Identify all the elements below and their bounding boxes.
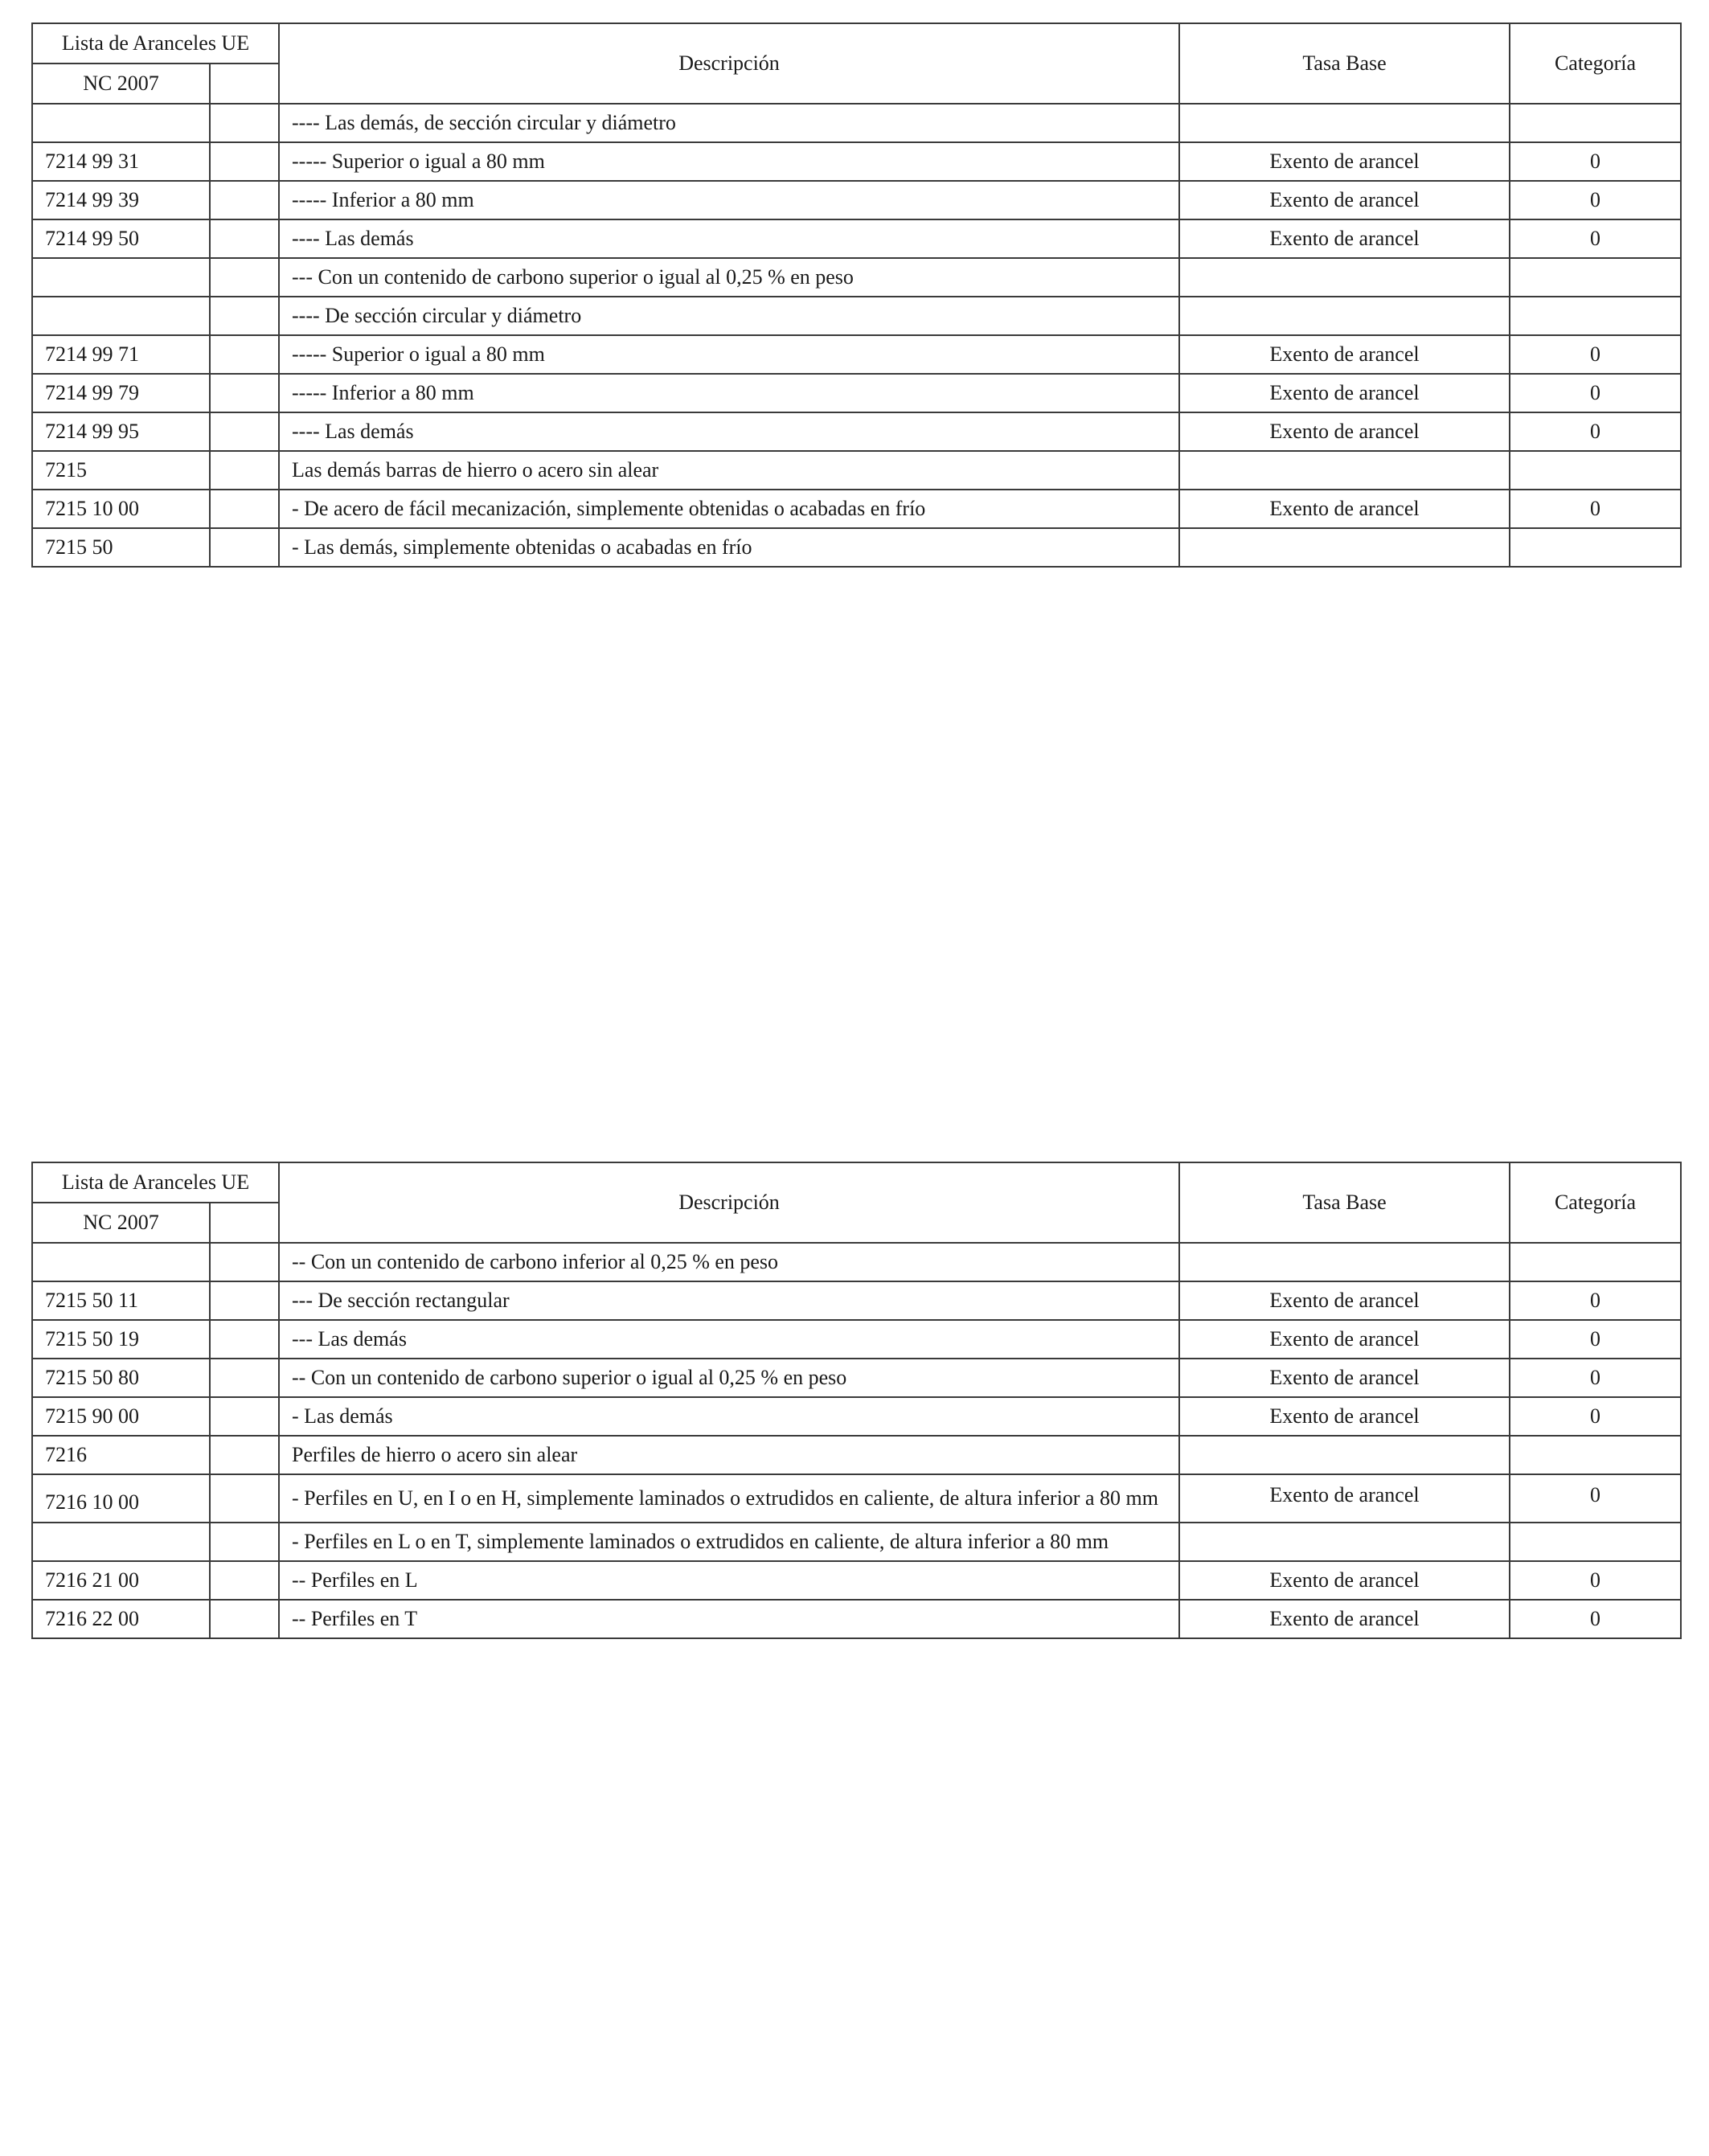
header-descripcion: Descripción: [279, 23, 1179, 104]
rate-cell: [1179, 258, 1510, 297]
table-row: [32, 451, 1681, 490]
code-cell: 7216 21 00: [32, 1561, 210, 1600]
code-cell: 7214 99 95: [32, 412, 210, 451]
table-row: [32, 1600, 1681, 1638]
description-cell: Las demás barras de hierro o acero sin alear: [279, 451, 1179, 490]
table-row: [32, 1320, 1681, 1359]
rate-cell: Exento de arancel: [1179, 1359, 1510, 1397]
table-row: [32, 142, 1681, 181]
empty-cell: [210, 1523, 279, 1561]
header-empty-cell: [210, 1203, 279, 1243]
category-cell: [1510, 297, 1681, 335]
code-cell: [32, 104, 210, 142]
code-cell: 7215 50 11: [32, 1281, 210, 1320]
empty-cell: [210, 1243, 279, 1281]
category-cell: 0: [1510, 181, 1681, 219]
header-tasa-base: Tasa Base: [1179, 1162, 1510, 1243]
empty-cell: [210, 181, 279, 219]
empty-cell: [210, 297, 279, 335]
rate-cell: Exento de arancel: [1179, 335, 1510, 374]
category-cell: [1510, 258, 1681, 297]
code-cell: 7214 99 79: [32, 374, 210, 412]
rate-cell: Exento de arancel: [1179, 1281, 1510, 1320]
code-cell: 7214 99 50: [32, 219, 210, 258]
category-cell: [1510, 451, 1681, 490]
empty-cell: [210, 451, 279, 490]
category-cell: [1510, 104, 1681, 142]
rate-cell: Exento de arancel: [1179, 181, 1510, 219]
code-cell: 7216 22 00: [32, 1600, 210, 1638]
table-row: [32, 1243, 1681, 1281]
empty-cell: [210, 1359, 279, 1397]
code-cell: 7214 99 31: [32, 142, 210, 181]
empty-cell: [210, 1561, 279, 1600]
description-cell: --- De sección rectangular: [279, 1281, 1179, 1320]
category-cell: 0: [1510, 490, 1681, 528]
code-cell: [32, 297, 210, 335]
header-nc-2007: NC 2007: [32, 64, 210, 104]
code-cell: 7215 50 80: [32, 1359, 210, 1397]
rate-cell: Exento de arancel: [1179, 1474, 1510, 1523]
category-cell: 0: [1510, 1359, 1681, 1397]
description-cell: ----- Superior o igual a 80 mm: [279, 142, 1179, 181]
description-cell: ----- Inferior a 80 mm: [279, 181, 1179, 219]
empty-cell: [210, 412, 279, 451]
rate-cell: Exento de arancel: [1179, 1320, 1510, 1359]
table-row: [32, 335, 1681, 374]
table-row: [32, 1561, 1681, 1600]
table-row: [32, 1523, 1681, 1561]
tariff-table-1: [31, 23, 1682, 568]
code-cell: [32, 1243, 210, 1281]
table-row: [32, 1474, 1681, 1523]
description-cell: ----- Superior o igual a 80 mm: [279, 335, 1179, 374]
empty-cell: [210, 219, 279, 258]
rate-cell: Exento de arancel: [1179, 1397, 1510, 1436]
category-cell: [1510, 1436, 1681, 1474]
code-cell: 7215 10 00: [32, 490, 210, 528]
code-cell: 7215 90 00: [32, 1397, 210, 1436]
category-cell: [1510, 1523, 1681, 1561]
category-cell: 0: [1510, 1281, 1681, 1320]
category-cell: [1510, 528, 1681, 567]
empty-cell: [210, 1474, 279, 1523]
description-cell: - Perfiles en L o en T, simplemente laminados o extrudidos en caliente, de altura inferior a 80 mm: [279, 1523, 1179, 1561]
empty-cell: [210, 335, 279, 374]
table-row: [32, 528, 1681, 567]
rate-cell: Exento de arancel: [1179, 142, 1510, 181]
description-cell: ---- Las demás, de sección circular y diámetro: [279, 104, 1179, 142]
category-cell: 0: [1510, 1474, 1681, 1523]
rate-cell: [1179, 1523, 1510, 1561]
table-row: [32, 412, 1681, 451]
empty-cell: [210, 142, 279, 181]
description-cell: ---- De sección circular y diámetro: [279, 297, 1179, 335]
category-cell: 0: [1510, 1320, 1681, 1359]
header-categoria: Categoría: [1510, 23, 1681, 104]
table-row: [32, 1359, 1681, 1397]
description-cell: -- Perfiles en T: [279, 1600, 1179, 1638]
description-cell: -- Con un contenido de carbono superior o igual al 0,25 % en peso: [279, 1359, 1179, 1397]
rate-cell: [1179, 297, 1510, 335]
header-lista-aranceles: Lista de Aranceles UE: [32, 1162, 279, 1203]
empty-cell: [210, 1436, 279, 1474]
table-header-row: [32, 1162, 1681, 1203]
description-cell: ---- Las demás: [279, 219, 1179, 258]
header-lista-aranceles: Lista de Aranceles UE: [32, 23, 279, 64]
header-nc-2007: NC 2007: [32, 1203, 210, 1243]
empty-cell: [210, 1281, 279, 1320]
empty-cell: [210, 490, 279, 528]
table-row: [32, 181, 1681, 219]
category-cell: 0: [1510, 335, 1681, 374]
header-categoria: Categoría: [1510, 1162, 1681, 1243]
empty-cell: [210, 1320, 279, 1359]
rate-cell: Exento de arancel: [1179, 490, 1510, 528]
category-cell: 0: [1510, 1397, 1681, 1436]
code-cell: 7214 99 71: [32, 335, 210, 374]
table-row: [32, 1397, 1681, 1436]
description-cell: - Las demás: [279, 1397, 1179, 1436]
rate-cell: [1179, 451, 1510, 490]
description-cell: - Las demás, simplemente obtenidas o acabadas en frío: [279, 528, 1179, 567]
code-cell: 7215: [32, 451, 210, 490]
description-cell: - De acero de fácil mecanización, simplemente obtenidas o acabadas en frío: [279, 490, 1179, 528]
description-cell: Perfiles de hierro o acero sin alear: [279, 1436, 1179, 1474]
empty-cell: [210, 1397, 279, 1436]
rate-cell: Exento de arancel: [1179, 1600, 1510, 1638]
category-cell: 0: [1510, 142, 1681, 181]
category-cell: 0: [1510, 1600, 1681, 1638]
empty-cell: [210, 1600, 279, 1638]
header-tasa-base: Tasa Base: [1179, 23, 1510, 104]
code-cell: 7216 10 00: [32, 1474, 210, 1523]
table-row: [32, 1436, 1681, 1474]
empty-cell: [210, 528, 279, 567]
table-row: [32, 104, 1681, 142]
table-row: [32, 297, 1681, 335]
rate-cell: [1179, 1243, 1510, 1281]
empty-cell: [210, 258, 279, 297]
tariff-table-2: [31, 1162, 1682, 1639]
code-cell: 7215 50 19: [32, 1320, 210, 1359]
description-cell: - Perfiles en U, en I o en H, simplemente laminados o extrudidos en caliente, de altura inferior a 80 mm: [279, 1474, 1179, 1523]
code-cell: [32, 258, 210, 297]
code-cell: [32, 1523, 210, 1561]
rate-cell: Exento de arancel: [1179, 374, 1510, 412]
rate-cell: Exento de arancel: [1179, 219, 1510, 258]
category-cell: 0: [1510, 412, 1681, 451]
category-cell: [1510, 1243, 1681, 1281]
header-empty-cell: [210, 64, 279, 104]
description-cell: --- Las demás: [279, 1320, 1179, 1359]
description-cell: ---- Las demás: [279, 412, 1179, 451]
code-cell: 7214 99 39: [32, 181, 210, 219]
table-row: [32, 258, 1681, 297]
rate-cell: Exento de arancel: [1179, 1561, 1510, 1600]
rate-cell: [1179, 1436, 1510, 1474]
table-row: [32, 374, 1681, 412]
header-descripcion: Descripción: [279, 1162, 1179, 1243]
rate-cell: [1179, 528, 1510, 567]
code-cell: 7216: [32, 1436, 210, 1474]
table-row: [32, 219, 1681, 258]
category-cell: 0: [1510, 219, 1681, 258]
empty-cell: [210, 104, 279, 142]
category-cell: 0: [1510, 1561, 1681, 1600]
description-cell: -- Con un contenido de carbono inferior al 0,25 % en peso: [279, 1243, 1179, 1281]
table-header-row: [32, 23, 1681, 64]
description-cell: --- Con un contenido de carbono superior o igual al 0,25 % en peso: [279, 258, 1179, 297]
rate-cell: Exento de arancel: [1179, 412, 1510, 451]
description-cell: -- Perfiles en L: [279, 1561, 1179, 1600]
table-row: [32, 490, 1681, 528]
rate-cell: [1179, 104, 1510, 142]
description-cell: ----- Inferior a 80 mm: [279, 374, 1179, 412]
empty-cell: [210, 374, 279, 412]
code-cell: 7215 50: [32, 528, 210, 567]
category-cell: 0: [1510, 374, 1681, 412]
table-row: [32, 1281, 1681, 1320]
